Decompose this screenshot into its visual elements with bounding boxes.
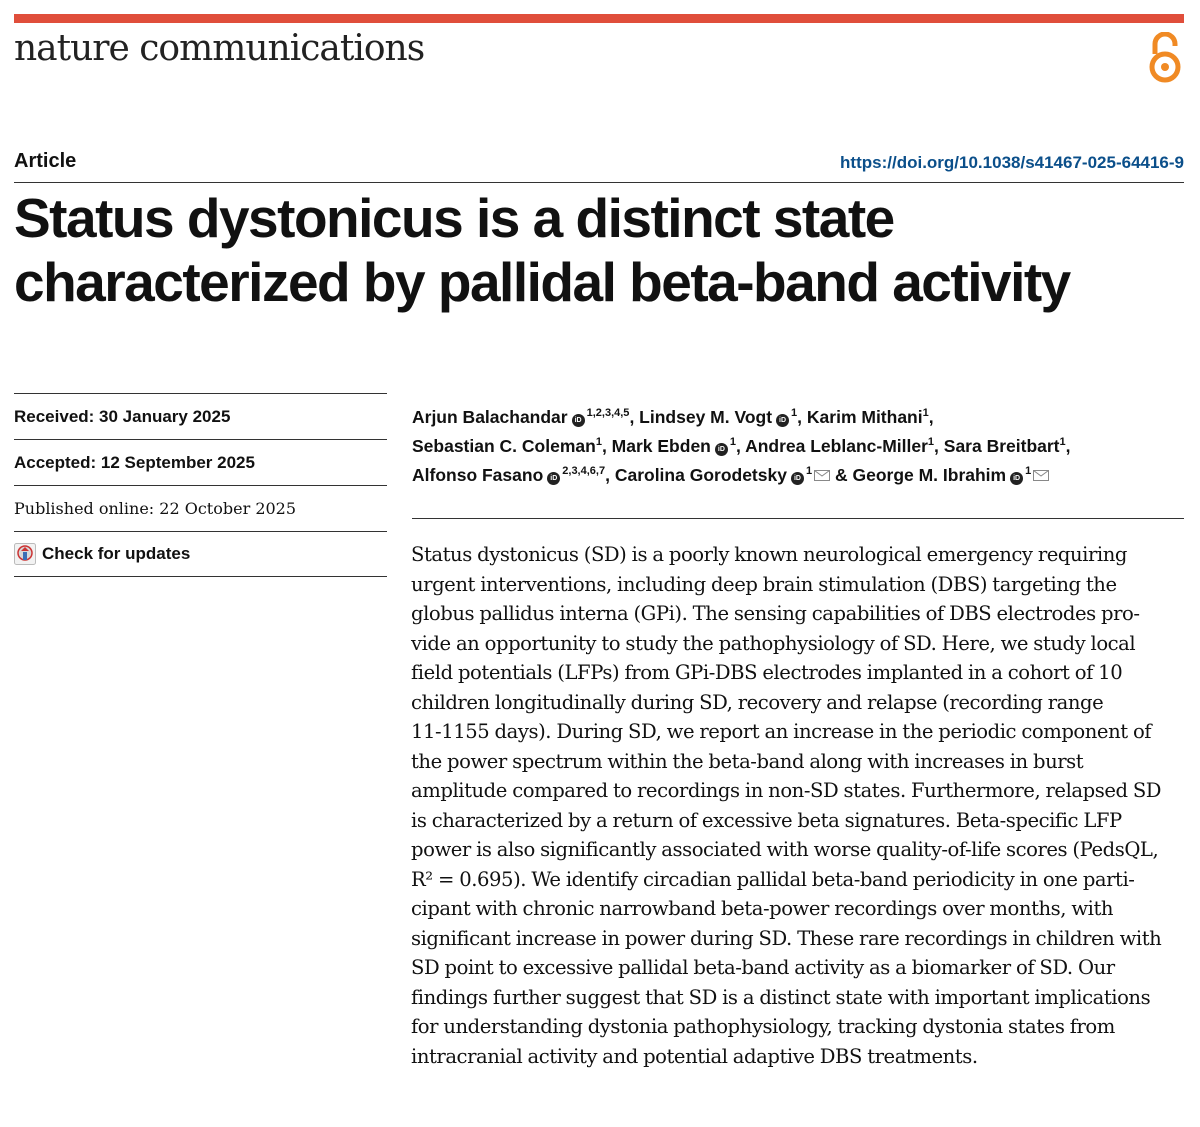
envelope-icon[interactable] [814,470,830,481]
abstract-line: is characterized by a return of excessive beta signatures. Beta-specific LFP [411,808,1122,832]
abstract-line: amplitude compared to recordings in non-SD states. Furthermore, relapsed SD [411,779,1162,802]
abstract-line: significant increase in power during SD. These rare recordings in children with [411,926,1162,950]
abstract-line: the power spectrum within the beta-band along with increases in burst [411,749,1084,773]
orcid-icon[interactable]: iD [715,443,728,456]
orcid-icon[interactable]: iD [572,414,585,427]
author-name[interactable]: Sara Breitbart [943,436,1060,456]
affiliation-numbers: 1 [595,436,602,449]
abstract-line: vide an opportunity to study the pathophysiology of SD. Here, we study local [411,631,1136,655]
author-separator: , [736,436,746,456]
orcid-icon[interactable]: iD [547,472,560,485]
received-date: Received: 30 January 2025 [14,393,387,440]
author-separator: , [934,436,944,456]
article-dates [14,393,387,577]
author-separator: , [928,407,934,427]
check-for-updates-label: Check for updates [42,544,191,563]
header-divider [14,182,1184,183]
orcid-icon[interactable]: iD [1010,472,1023,485]
affiliation-numbers: 1 [729,436,736,449]
abstract-line: for understanding dystonia pathophysiology, tracking dystonia states from [411,1015,1115,1038]
author-name[interactable]: Arjun Balachandar [412,407,568,427]
orcid-icon[interactable]: iD [791,472,804,485]
title-line: Status dystonicus is a distinct state [14,187,894,249]
affiliation-numbers: 1 [927,436,935,449]
author-separator: , [605,465,615,485]
affiliation-numbers: 1 [1025,465,1032,478]
author-name[interactable]: George M. Ibrahim [852,465,1007,485]
affiliation-numbers: 2,3,4,6,7 [562,465,606,478]
abstract-line: intracranial activity and potential adaptive DBS treatments. [411,1044,978,1068]
author-name[interactable]: Karim Mithani [806,407,923,427]
author-name[interactable]: Lindsey M. Vogt [639,407,773,427]
author-name[interactable]: Sebastian C. Coleman [412,436,596,456]
affiliation-numbers: 1 [805,465,813,478]
author-list [412,403,1192,490]
abstract-line: 11-1155 days). During SD, we report an increase in the periodic component of [411,720,1152,743]
abstract-line: urgent interventions, including deep brain stimulation (DBS) targeting the [411,572,1117,596]
author-name[interactable]: Carolina Gorodetsky [614,465,787,485]
abstract-line: SD point to excessive pallidal beta-band activity as a biomarker of SD. Our [411,956,1115,979]
orcid-icon[interactable]: iD [776,414,789,427]
check-for-updates-button[interactable] [14,532,387,577]
abstract-line: children longitudinally during SD, recovery and relapse (recording range [411,690,1104,714]
published-date: Published online: 22 October 2025 [14,486,387,532]
accepted-date: Accepted: 12 September 2025 [14,440,387,486]
title-line: characterized by pallidal beta-band activity [14,251,1070,313]
author-separator: , [601,436,612,456]
affiliation-numbers: 1,2,3,4,5 [586,407,630,420]
abstract-line: power is also significantly associated with worse quality-of-life scores (PedsQL, [411,838,1159,861]
abstract-line: field potentials (LFPs) from GPi-DBS electrodes implanted in a cohort of 10 [411,661,1123,684]
abstract-line: R² = 0.695). We identify circadian pallidal beta-band periodicity in one parti- [411,867,1135,891]
accent-bar [14,14,1184,23]
author-separator: , [629,407,640,427]
article-title [14,186,1184,314]
affiliation-numbers: 1 [791,407,798,420]
open-access-lock-icon [1145,32,1185,84]
abstract [411,540,1186,1071]
author-name[interactable]: Alfonso Fasano [412,465,544,485]
abstract-line: globus pallidus interna (GPi). The sensing capabilities of DBS electrodes pro- [411,602,1140,625]
journal-name: nature communications [14,28,425,69]
abstract-line: cipant with chronic narrowband beta-power recordings over months, with [411,897,1114,920]
crossmark-icon [14,543,36,565]
abstract-line: findings further suggest that SD is a distinct state with important implications [411,985,1151,1009]
author-name[interactable]: Andrea Leblanc-Miller [745,436,928,456]
author-separator: , [797,407,807,427]
abstract-divider [412,518,1184,519]
affiliation-numbers: 1 [922,407,929,420]
author-name[interactable]: Mark Ebden [611,436,711,456]
author-separator: , [1065,436,1071,456]
envelope-icon[interactable] [1033,470,1049,481]
doi-link[interactable]: https://doi.org/10.1038/s41467-025-64416-9 [840,153,1184,172]
affiliation-numbers: 1 [1059,436,1066,449]
abstract-line: Status dystonicus (SD) is a poorly known neurological emergency requiring [411,543,1127,566]
article-type: Article [14,150,77,172]
author-separator: & [830,465,853,485]
